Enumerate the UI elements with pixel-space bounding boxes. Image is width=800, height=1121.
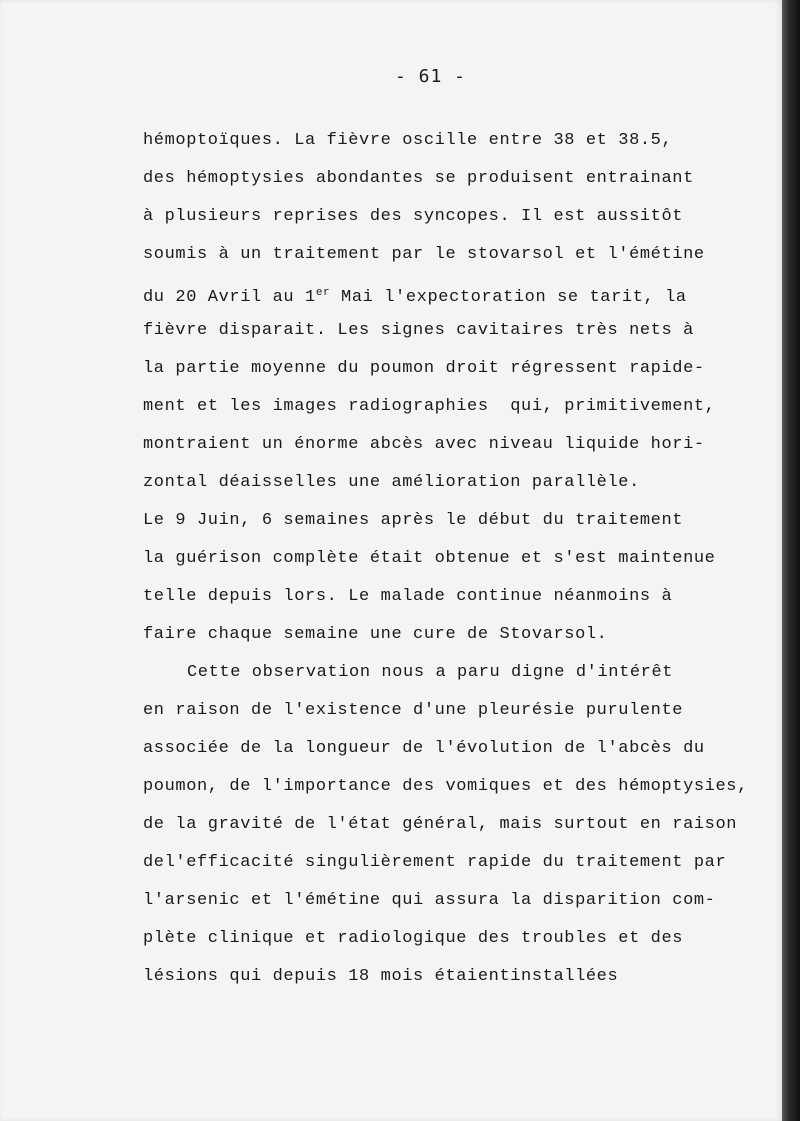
text-line: associée de la longueur de l'évolution de l'abcès du	[143, 739, 705, 758]
text-line-with-superscript	[143, 282, 783, 320]
body-text	[143, 130, 783, 1004]
text-line: des hémoptysies abondantes se produisent entrainant	[143, 169, 694, 188]
text-line: montraient un énorme abcès avec niveau liquide hori-	[143, 435, 705, 454]
text-line: poumon, de l'importance des vomiques et des hémoptysies,	[143, 777, 748, 796]
text-line: faire chaque semaine une cure de Stovarsol.	[143, 625, 608, 644]
text-line: à plusieurs reprises des syncopes. Il est aussitôt	[143, 207, 684, 226]
scan-edge-shadow	[782, 0, 800, 1121]
text-line: en raison de l'existence d'une pleurésie purulente	[143, 701, 684, 720]
text-fragment: Mai l'expectoration se tarit, la	[330, 288, 687, 307]
text-line: ment et les images radiographies qui, primitivement,	[143, 397, 716, 416]
text-line: plète clinique et radiologique des troubles et des	[143, 929, 684, 948]
text-fragment: du 20 Avril au	[143, 288, 306, 307]
text-line: la partie moyenne du poumon droit régressent rapide-	[143, 359, 705, 378]
text-line: soumis à un traitement par le stovarsol et l'émétine	[143, 245, 705, 264]
superscript: er	[315, 287, 331, 299]
text-line: Le 9 Juin, 6 semaines après le début du traitement	[143, 511, 684, 530]
text-line: zontal déaisselles une amélioration parallèle.	[143, 473, 640, 492]
page-number: - 61 -	[395, 66, 467, 87]
text-line: hémoptoïques. La fièvre oscille entre 38 et 38.5,	[143, 131, 673, 150]
text-line: l'arsenic et l'émétine qui assura la disparition com-	[143, 891, 716, 910]
text-line: fièvre disparait. Les signes cavitaires très nets à	[143, 321, 694, 340]
text-fragment: 1	[305, 288, 316, 307]
text-line: la guérison complète était obtenue et s'est maintenue	[143, 549, 716, 568]
text-line: de la gravité de l'état général, mais surtout en raison	[143, 815, 738, 834]
paragraph-first-line: Cette observation nous a paru digne d'intérêt	[187, 663, 674, 682]
text-line: telle depuis lors. Le malade continue néanmoins à	[143, 587, 673, 606]
text-line: lésions qui depuis 18 mois étaientinstallées	[143, 967, 619, 986]
text-line: del'efficacité singulièrement rapide du traitement par	[143, 853, 727, 872]
